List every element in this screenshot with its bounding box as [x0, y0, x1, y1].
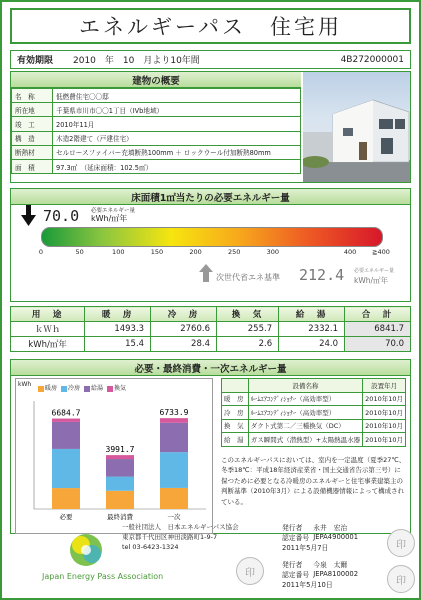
house-image [303, 72, 410, 182]
summary-row [11, 337, 411, 352]
legend-label: 暖房 [45, 385, 58, 392]
chart-bar-segment-暖房 [160, 488, 188, 509]
benchmark-label: 次世代省エネ基準 [216, 273, 280, 282]
summary-header-cell: 合 計 [345, 307, 411, 322]
chart-bar-segment-暖房 [52, 488, 80, 509]
building-overview [10, 71, 411, 183]
chart-frame [15, 378, 213, 534]
issuer-block [280, 559, 360, 589]
meter-tick-label: 50 [75, 248, 84, 256]
chart-bar-segment-暖房 [106, 491, 134, 509]
chart-bar-segment-換気 [106, 455, 134, 459]
meter-tick-label: 250 [227, 248, 241, 256]
association-logo-icon [64, 530, 108, 570]
issuer-date: 2011年5月7日 [282, 544, 329, 552]
devices-header [222, 379, 406, 393]
benchmark-arrow-icon [199, 264, 213, 282]
issuer-code-label: 認定番号 [282, 534, 310, 542]
summary-header-cell: 用 途 [11, 307, 85, 322]
page-title: エネルギーパス 住宅用 [10, 8, 411, 44]
device-name: ガス瞬間式（潜熱型）+太陽熱温水器 [248, 433, 362, 447]
chart-bar-segment-給湯 [160, 423, 188, 452]
building-row-value: 木造2階建て（戸建住宅） [53, 131, 301, 145]
chart-total-label: 3991.7 [105, 445, 135, 455]
chart-bar-segment-換気 [52, 419, 80, 422]
meter-tick-label: 0 [38, 248, 44, 256]
issuer-stamp-2: 印 [387, 565, 415, 593]
issuer-code: JEPA8100002 [313, 570, 359, 578]
building-row [12, 103, 301, 117]
building-row-key: 竣 工 [12, 117, 53, 131]
meter-tick-label: ≧400 [372, 248, 390, 256]
meter-tick-label: 300 [266, 248, 280, 256]
summary-cell: ｋＷｈ [11, 322, 85, 337]
summary-cell: 2332.1 [279, 322, 345, 337]
issuers-area [280, 522, 360, 596]
summary-cell: kWh/㎡年 [11, 337, 85, 352]
summary-cell: 6841.7 [345, 322, 411, 337]
building-row [12, 131, 301, 145]
issuer-block [280, 522, 360, 552]
issuer-name: 今泉 太爾 [313, 561, 348, 569]
summary-row [11, 322, 411, 337]
chart-total-label: 6733.9 [159, 408, 189, 418]
device-row [222, 419, 406, 433]
chart-bar-segment-冷房 [52, 449, 80, 488]
devices-header-name: 設備名称 [248, 379, 362, 393]
building-row [12, 117, 301, 131]
primary-heading: 必要・最終消費・一次エネルギー量 [11, 360, 410, 376]
legend-label: 換気 [114, 385, 127, 392]
issuer-role: 発行者 [282, 561, 303, 569]
building-table [11, 88, 301, 174]
device-type: 換 気 [222, 419, 249, 433]
chart-category-label: 最終消費 [107, 513, 133, 521]
summary-cell: 2760.6 [151, 322, 217, 337]
building-row-key: 面 積 [12, 159, 53, 173]
chart-bar-segment-給湯 [106, 459, 134, 477]
primary-energy-panel [10, 359, 411, 534]
chart-unit-label: kWh [18, 381, 32, 388]
issuer-stamp-1: 印 [387, 529, 415, 557]
summary-header-cell: 冷 房 [151, 307, 217, 322]
device-row [222, 392, 406, 406]
building-row-value: 97.3㎡ （延床面積：102.5㎡） [53, 159, 301, 173]
building-row-value: 2010年11月 [53, 117, 301, 131]
needed-energy-small-label: 必要エネルギー量 [91, 208, 136, 214]
benchmark-value: 212.4 [299, 266, 345, 284]
building-row [12, 145, 301, 159]
building-row [12, 159, 301, 173]
energy-heading: 床面積1㎡当たりの必要エネルギー量 [11, 189, 410, 205]
chart-total-label: 6684.7 [51, 408, 81, 418]
benchmark-unit: kWh/㎡年 [354, 276, 389, 285]
meter-tick-label: 200 [189, 248, 202, 256]
device-name: ﾙｰﾑｴｱｺﾝﾃﾞｨｼｮﾅｰ（高効率型） [248, 406, 362, 420]
building-heading: 建物の概要 [11, 72, 301, 88]
device-name: ﾙｰﾑｴｱｺﾝﾃﾞｨｼｮﾅｰ（高効率型） [248, 392, 362, 406]
device-row [222, 406, 406, 420]
building-row-key: 断熱材 [12, 145, 53, 159]
chart-bar-segment-給湯 [52, 422, 80, 449]
chart-category-label: 必要 [59, 513, 73, 521]
meter-tick-label: 400 [343, 248, 357, 256]
chart-bar-segment-換気 [160, 418, 188, 423]
device-name: ダクト式第二／三種換気（DC） [248, 419, 362, 433]
legend-label: 給湯 [91, 385, 104, 392]
validity-bar [10, 50, 411, 69]
issuer-code: JEPA4900001 [313, 533, 359, 541]
association-name: 一般社団法人 日本エネルギーパス協会 [122, 523, 239, 531]
building-row-key: 名 称 [12, 89, 53, 103]
device-date: 2010年10月 [363, 433, 406, 447]
summary-cell: 28.4 [151, 337, 217, 352]
building-row-value: 低燃費住宅〇〇邸 [53, 89, 301, 103]
summary-cell: 15.4 [85, 337, 151, 352]
house-photo [303, 72, 410, 182]
device-type: 暖 房 [222, 392, 249, 406]
issuer-role: 発行者 [282, 524, 303, 532]
chart-bar-segment-冷房 [160, 452, 188, 488]
device-type: 冷 房 [222, 406, 249, 420]
meter-tick-label: 100 [112, 248, 125, 256]
method-note: このエネルギーパスにおいては、室内を一定温度（夏季27℃、冬季18℃：平成18年経済産業省・国土交通省告示第三号）に保つために必要となる冷暖房のエネルギーと住宅事業建築主の判断基準（2010年3月）による設備機器情報によって構成されている。 [221, 455, 406, 506]
issuer-date: 2011年5月10日 [282, 581, 333, 589]
device-row [222, 433, 406, 447]
summary-header-cell: 暖 房 [85, 307, 151, 322]
certificate-code: 4B272000001 [340, 54, 404, 65]
summary-header-row [11, 307, 411, 322]
devices-area [221, 378, 406, 507]
meter-ticks [38, 248, 390, 258]
summary-cell: 1493.3 [85, 322, 151, 337]
energy-gradient-meter [41, 227, 383, 247]
devices-header-date: 設置年月 [363, 379, 406, 393]
chart-bar-segment-冷房 [106, 477, 134, 491]
devices-table [221, 378, 406, 447]
energy-summary [10, 306, 411, 352]
benchmark-small-label: 必要エネルギー量 [354, 268, 395, 274]
summary-cell: 24.0 [279, 337, 345, 352]
issuer-code-label: 認定番号 [282, 571, 310, 579]
device-type: 給 湯 [222, 433, 249, 447]
energy-meter-panel [10, 188, 411, 302]
device-date: 2010年10月 [363, 392, 406, 406]
building-row [12, 89, 301, 103]
summary-cell: 2.6 [216, 337, 278, 352]
building-row-key: 所在地 [12, 103, 53, 117]
summary-header-cell: 給 湯 [279, 307, 345, 322]
association-tel: tel 03-6423-1324 [122, 543, 179, 551]
needed-energy-value: 70.0 [43, 207, 80, 225]
device-date: 2010年10月 [363, 406, 406, 420]
energy-summary-table [10, 306, 411, 352]
device-date: 2010年10月 [363, 419, 406, 433]
building-row-key: 構 造 [12, 131, 53, 145]
meter-tick-label: 150 [150, 248, 164, 256]
building-row-value: セルロースファイバー充填断熱100mm ＋ ロックウール付加断熱80mm [53, 145, 301, 159]
legend-label: 冷房 [68, 385, 81, 392]
validity-text: 2010 年 10 月より10年間 [73, 56, 200, 66]
validity-label: 有効期限 [17, 56, 54, 66]
needed-energy-unit: kWh/㎡年 [91, 214, 128, 223]
summary-header-cell: 換 気 [216, 307, 278, 322]
association-address: 東京都千代田区神田淡路町1-9-7 [122, 533, 218, 541]
association-logo-text: Japan Energy Pass Association [42, 572, 164, 581]
association-stamp: 印 [236, 557, 264, 585]
building-row-value: 千葉県市川市〇〇1丁目（IVb地域） [53, 103, 301, 117]
summary-cell: 255.7 [216, 322, 278, 337]
summary-cell: 70.0 [345, 337, 411, 352]
issuer-name: 永井 宏治 [313, 524, 348, 532]
chart-category-label: 一次 [167, 513, 181, 521]
energy-bar-chart [16, 379, 212, 529]
